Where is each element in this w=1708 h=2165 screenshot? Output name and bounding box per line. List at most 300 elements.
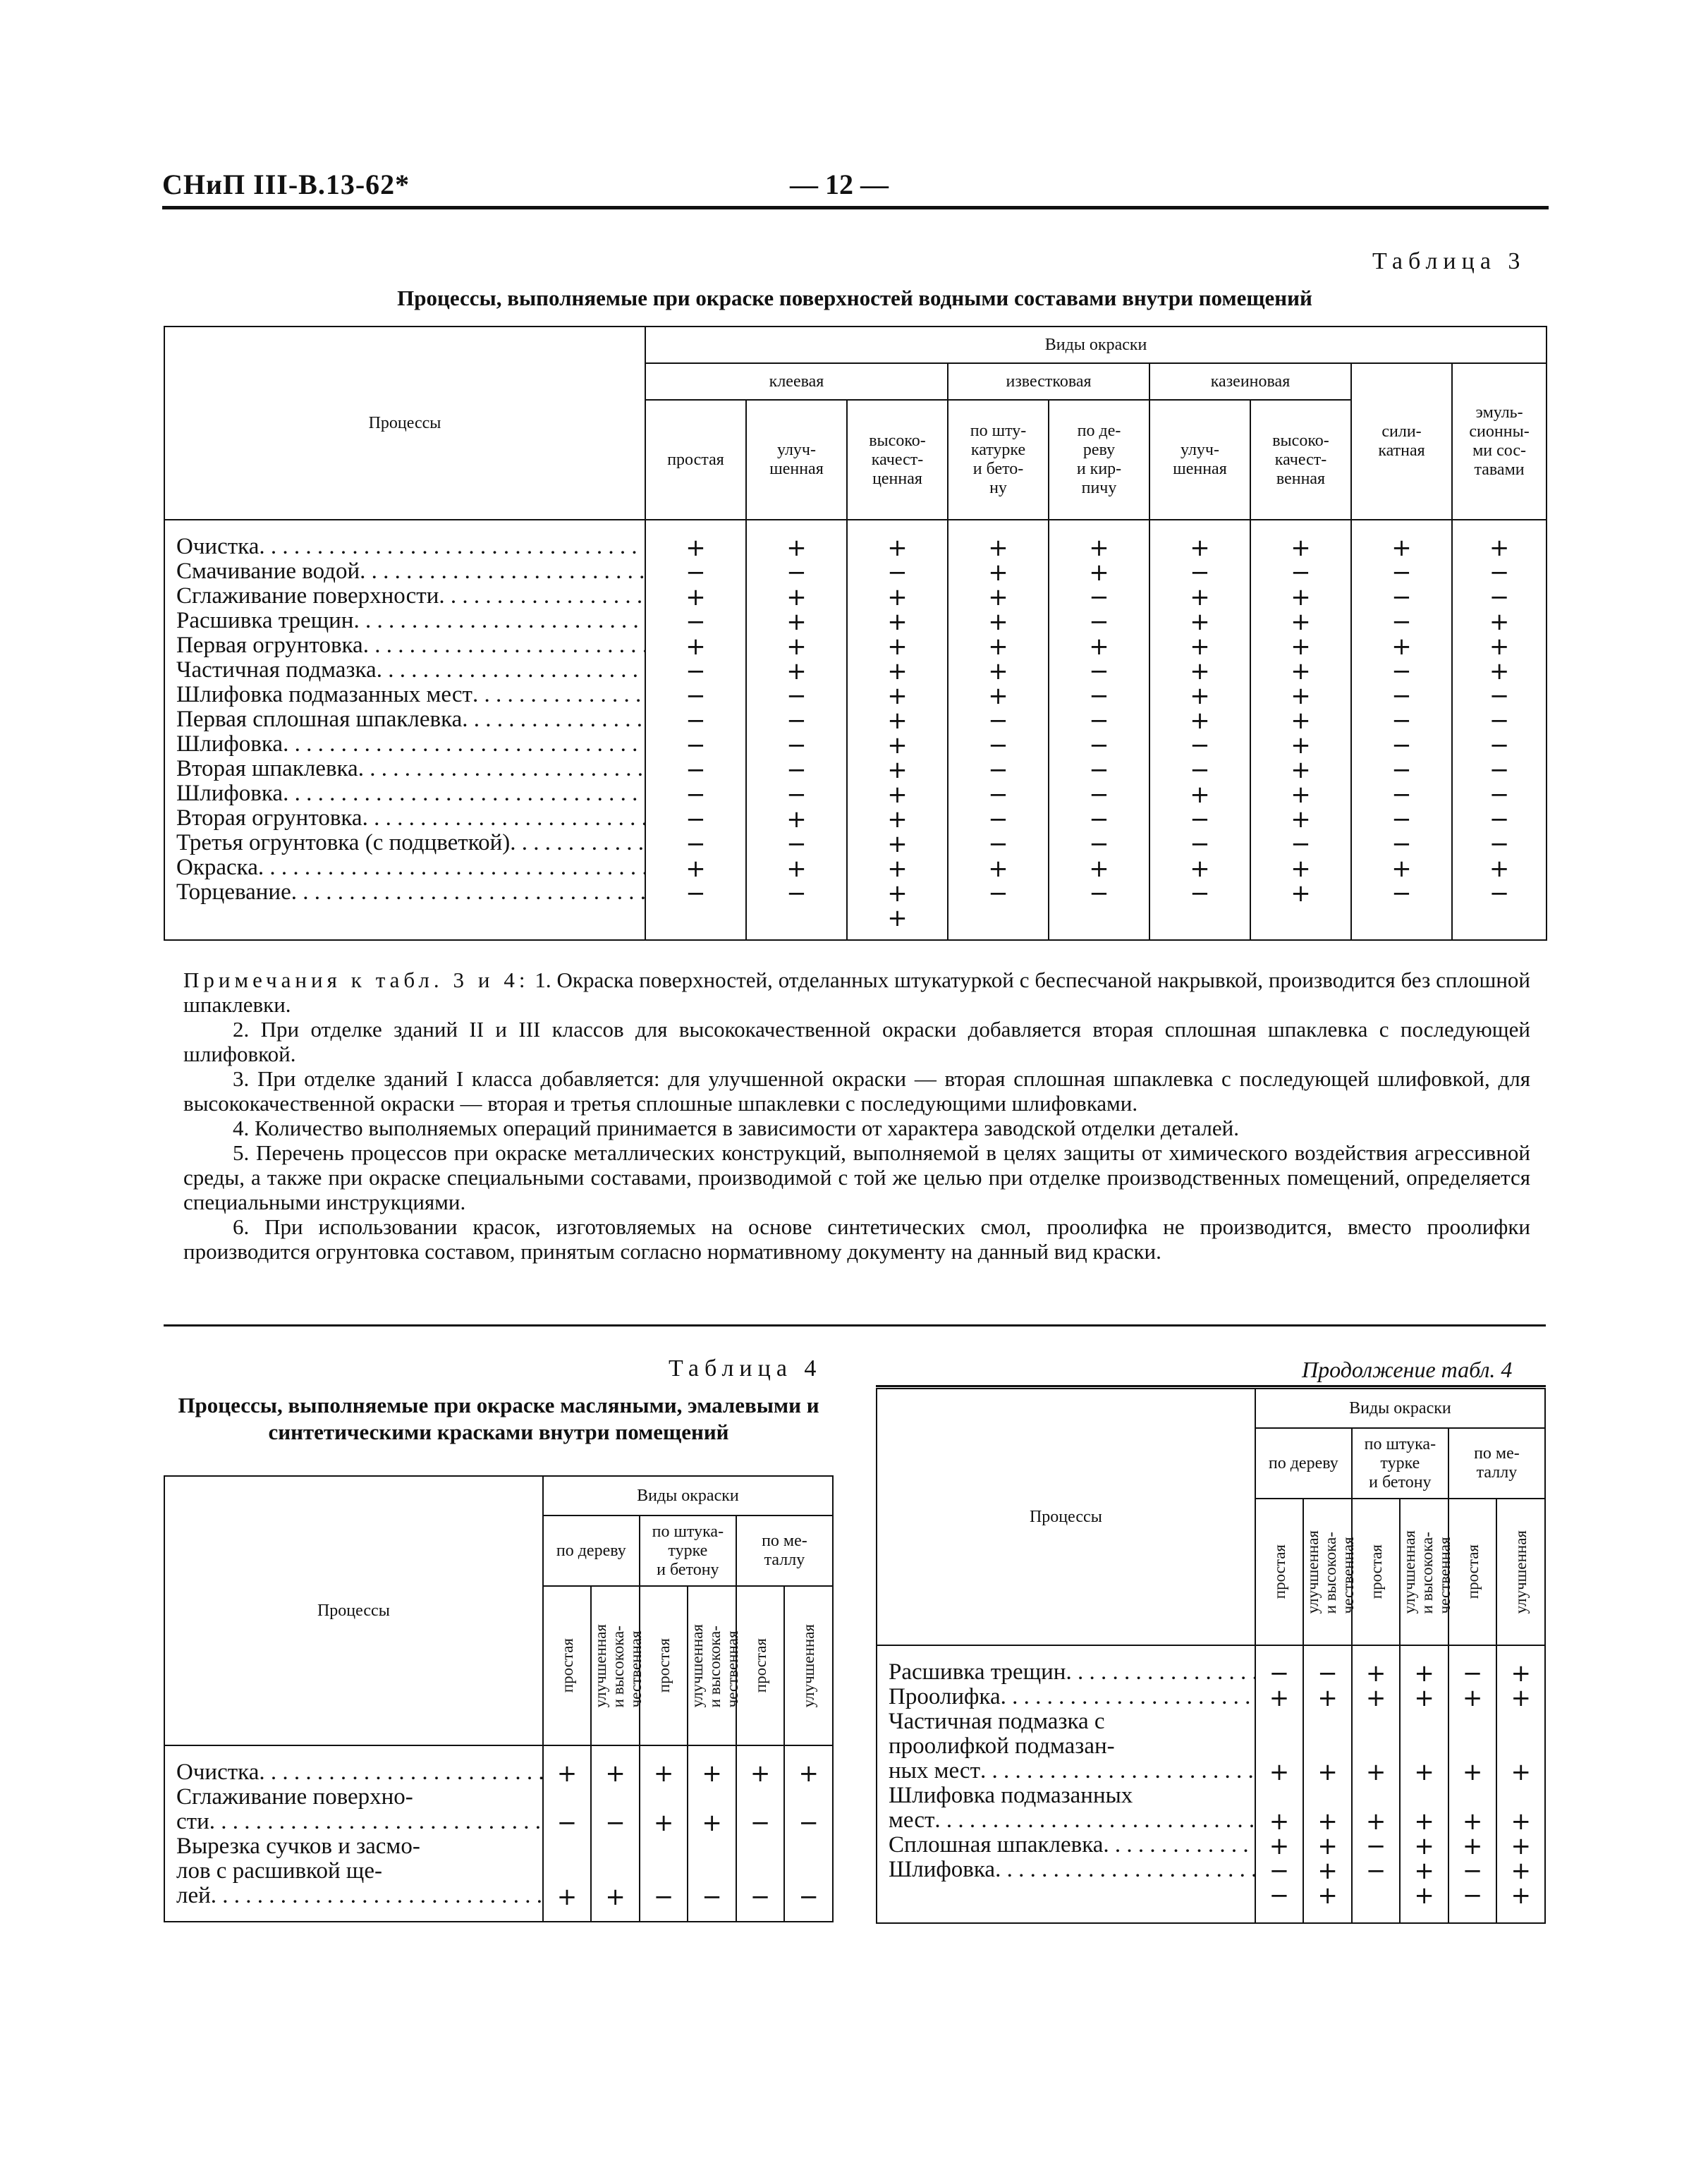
plus-mark: + [702, 1760, 722, 1788]
plus-mark: + [1365, 1758, 1386, 1786]
leader-dots [363, 633, 645, 658]
dash-mark: − [1089, 608, 1109, 636]
dash-mark: − [1391, 608, 1412, 636]
plus-mark: + [887, 879, 908, 908]
process-item: Окраска . . . [176, 855, 645, 880]
plus-mark: + [988, 633, 1008, 661]
dash-mark: − [685, 707, 706, 735]
dash-mark: − [750, 1883, 771, 1911]
dash-mark: − [887, 559, 908, 587]
dash-mark: − [1365, 1832, 1386, 1860]
dash-mark: − [1462, 1857, 1483, 1885]
table3-kinds-header: Виды окраски [645, 327, 1547, 363]
dash-mark: − [1190, 830, 1210, 858]
plus-mark: + [1291, 657, 1311, 685]
plus-mark: + [1317, 1832, 1338, 1860]
leader-dots [211, 1884, 542, 1908]
dash-mark: − [1291, 830, 1311, 858]
leader-dots [259, 535, 645, 559]
dash-mark: − [798, 1809, 819, 1837]
table3-marks-col [847, 520, 948, 940]
dash-mark: − [1089, 731, 1109, 760]
plus-mark: + [887, 855, 908, 883]
leader-dots [362, 806, 645, 831]
table4-continuation [876, 1388, 1546, 1924]
table3-marks-col [1149, 520, 1250, 940]
plus-mark: + [786, 657, 807, 685]
table3-title: Процессы, выполняемые при окраске поверхностей водными составами внутри помещений [397, 286, 1312, 310]
table4-kinds-header: Виды окраски [543, 1476, 833, 1516]
table4-col-4: улучшенная и высокока- чественная [688, 1623, 742, 1708]
process-item: Шлифовка . . . [176, 732, 645, 757]
plus-mark: + [685, 534, 706, 562]
dash-mark: − [786, 756, 807, 784]
dash-mark: − [1489, 707, 1510, 735]
dash-mark: − [685, 657, 706, 685]
process-item: Шлифовка подмазанных [889, 1783, 1133, 1808]
dash-mark: − [1269, 1857, 1290, 1885]
plus-mark: + [1291, 879, 1311, 908]
plus-mark: + [1511, 1807, 1531, 1836]
notes-block [183, 968, 1530, 1264]
plus-mark: + [1190, 682, 1210, 710]
plus-mark: + [1391, 633, 1412, 661]
plus-mark: + [1190, 781, 1210, 809]
plus-mark: + [887, 756, 908, 784]
dash-mark: − [1391, 731, 1412, 760]
dash-mark: − [1489, 756, 1510, 784]
table3 [164, 326, 1547, 941]
leader-dots [209, 1810, 542, 1834]
dash-mark: − [1489, 879, 1510, 908]
table3-col-lime-wood: по де- реву и кир- пичу [1049, 400, 1149, 520]
dash-mark: − [605, 1809, 626, 1837]
table4c-marks-col [1352, 1645, 1401, 1923]
dash-mark: − [1391, 657, 1412, 685]
note-6: 6. При использовании красок, изготовляемых на основе синтетических смол, проолифка не производится, вместо проолифки производится огрунтовка составом, принятым согласно нормативному документу на данный вид краски. [183, 1214, 1530, 1264]
process-item: Частичная подмазка . . . [176, 658, 645, 683]
header-rule [162, 206, 1549, 209]
dash-mark: − [750, 1809, 771, 1837]
plus-mark: + [1190, 633, 1210, 661]
dash-mark: − [685, 608, 706, 636]
table4-continuation-label: Продолжение табл. 4 [1302, 1357, 1513, 1382]
table4-process-list [164, 1745, 543, 1922]
plus-mark: + [1190, 534, 1210, 562]
table3-col-lime-plaster: по шту- катурке и бето- ну [948, 400, 1049, 520]
plus-mark: + [1291, 855, 1311, 883]
table4c-marks-col [1400, 1645, 1448, 1923]
dash-mark: − [988, 879, 1008, 908]
dash-mark: − [786, 731, 807, 760]
dash-mark: − [1489, 731, 1510, 760]
plus-mark: + [988, 682, 1008, 710]
plus-mark: + [1391, 855, 1412, 883]
dash-mark: − [685, 879, 706, 908]
process-item: ных мест . . . [889, 1759, 1255, 1783]
plus-mark: + [1511, 1832, 1531, 1860]
plus-mark: + [1190, 608, 1210, 636]
plus-mark: + [1317, 1807, 1338, 1836]
table4c-marks-col [1448, 1645, 1497, 1923]
dash-mark: − [653, 1883, 674, 1911]
dash-mark: − [1089, 583, 1109, 611]
table4-title: Процессы, выполняемые при окраске масляными, эмалевыми и синтетическими красками внутри помещений [178, 1393, 819, 1444]
dash-mark: − [1089, 682, 1109, 710]
table3-marks-col [1250, 520, 1351, 940]
plus-mark: + [1414, 1832, 1434, 1860]
dash-mark: − [1391, 682, 1412, 710]
plus-mark: + [702, 1809, 722, 1837]
continuation-rule [876, 1385, 1546, 1387]
plus-mark: + [1089, 534, 1109, 562]
table4-processes-header: Процессы [164, 1476, 543, 1745]
dash-mark: − [1489, 682, 1510, 710]
plus-mark: + [786, 583, 807, 611]
dash-mark: − [1391, 879, 1412, 908]
dash-mark: − [1190, 731, 1210, 760]
plus-mark: + [1462, 1684, 1483, 1712]
plus-mark: + [1269, 1684, 1290, 1712]
process-item: Очистка . . . [176, 1760, 542, 1785]
table4-marks-col [736, 1745, 785, 1922]
plus-mark: + [1291, 534, 1311, 562]
table4-col-1: простая [558, 1638, 576, 1693]
plus-mark: + [1089, 633, 1109, 661]
dash-mark: − [1089, 756, 1109, 784]
note-5: 5. Перечень процессов при окраске металлических конструкций, выполняемой в целях защиты от химического воздействия агрессивной среды, а также при окраске специальными составами, производимой с той же целью при отделке производственных помещений, определяется специальными инструкциями. [183, 1140, 1530, 1214]
plus-mark: + [988, 559, 1008, 587]
process-item: Шлифовка . . . [176, 781, 645, 806]
plus-mark: + [1291, 608, 1311, 636]
table3-marks-col [1351, 520, 1452, 940]
plus-mark: + [1511, 1758, 1531, 1786]
plus-mark: + [786, 805, 807, 834]
plus-mark: + [1190, 583, 1210, 611]
plus-mark: + [1391, 534, 1412, 562]
table4c-col-6: улучшенная [1512, 1530, 1530, 1614]
plus-mark: + [887, 534, 908, 562]
plus-mark: + [786, 633, 807, 661]
dash-mark: − [1190, 805, 1210, 834]
table4c-group-wood: по дереву [1255, 1428, 1352, 1499]
table4-col-2: улучшенная и высокока- чественная [592, 1623, 645, 1708]
process-item: Шлифовка подмазанных мест . . . [176, 683, 645, 707]
dash-mark: − [1190, 559, 1210, 587]
table3-marks-col [746, 520, 847, 940]
dash-mark: − [685, 682, 706, 710]
plus-mark: + [1365, 1684, 1386, 1712]
plus-mark: + [1269, 1758, 1290, 1786]
process-item: Расшивка трещин . . . [176, 609, 645, 633]
dash-mark: − [1391, 707, 1412, 735]
dash-mark: − [798, 1883, 819, 1911]
table4c-col-2: улучшенная и высокока- чественная [1304, 1530, 1358, 1614]
dash-mark: − [702, 1883, 722, 1911]
dash-mark: − [1489, 583, 1510, 611]
dash-mark: − [786, 781, 807, 809]
table4c-col-3: простая [1367, 1544, 1385, 1599]
dash-mark: − [1089, 781, 1109, 809]
dash-mark: − [685, 559, 706, 587]
dash-mark: − [1089, 830, 1109, 858]
process-item: мест . . . [889, 1808, 1255, 1833]
table4-marks-col [543, 1745, 592, 1922]
plus-mark: + [988, 608, 1008, 636]
table4c-process-list [877, 1645, 1255, 1923]
dash-mark: − [988, 756, 1008, 784]
dash-mark: − [1190, 879, 1210, 908]
dash-mark: − [1089, 707, 1109, 735]
plus-mark: + [1190, 855, 1210, 883]
dash-mark: − [685, 731, 706, 760]
table4-group-plaster: по штука- турке и бетону [640, 1516, 736, 1586]
table3-group-lime: известковая [948, 363, 1149, 400]
leader-dots [1103, 1833, 1254, 1858]
plus-mark: + [887, 583, 908, 611]
leader-dots [510, 831, 645, 855]
plus-mark: + [887, 830, 908, 858]
dash-mark: − [786, 830, 807, 858]
table4-marks-col [784, 1745, 833, 1922]
process-item: Расшивка трещин . . . [889, 1660, 1255, 1685]
page-number: — 12 — [790, 169, 889, 200]
table4 [164, 1475, 834, 1922]
plus-mark: + [1414, 1684, 1434, 1712]
table3-col-casein-improved: улуч- шенная [1149, 400, 1250, 520]
table4c-kinds-header: Виды окраски [1255, 1389, 1545, 1428]
process-item: Сглаживание поверхно- [176, 1785, 413, 1810]
table4-marks-col [591, 1745, 640, 1922]
process-item: Вторая шпаклевка . . . [176, 757, 645, 781]
plus-mark: + [1414, 1857, 1434, 1885]
plus-mark: + [786, 534, 807, 562]
plus-mark: + [988, 855, 1008, 883]
table4-marks-col [640, 1745, 688, 1922]
process-item: Вторая огрунтовка . . . [176, 806, 645, 831]
dash-mark: − [786, 879, 807, 908]
dash-mark: − [1291, 559, 1311, 587]
plus-mark: + [1365, 1807, 1386, 1836]
plus-mark: + [1489, 608, 1510, 636]
dash-mark: − [786, 559, 807, 587]
plus-mark: + [1489, 534, 1510, 562]
leader-dots [358, 757, 645, 781]
plus-mark: + [1489, 855, 1510, 883]
plus-mark: + [1462, 1758, 1483, 1786]
plus-mark: + [1414, 1882, 1434, 1910]
dash-mark: − [1391, 756, 1412, 784]
process-item: Торцевание . . . [176, 880, 645, 905]
plus-mark: + [887, 633, 908, 661]
leader-dots [259, 1760, 542, 1785]
dash-mark: − [685, 830, 706, 858]
plus-mark: + [1317, 1882, 1338, 1910]
dash-mark: − [1269, 1882, 1290, 1910]
dash-mark: − [1391, 583, 1412, 611]
plus-mark: + [1317, 1857, 1338, 1885]
dash-mark: − [1489, 805, 1510, 834]
table4c-marks-col [1496, 1645, 1545, 1923]
table4c-processes-header: Процессы [877, 1389, 1255, 1645]
table3-process-list [164, 520, 645, 940]
plus-mark: + [1269, 1807, 1290, 1836]
table4-marks-col [688, 1745, 736, 1922]
leader-dots [980, 1759, 1255, 1783]
dash-mark: − [1489, 830, 1510, 858]
plus-mark: + [1291, 781, 1311, 809]
plus-mark: + [653, 1809, 674, 1837]
plus-mark: + [685, 583, 706, 611]
note-3: 3. При отделке зданий I класса добавляется: для улучшенной окраски — вторая сплошная шпаклевка с последующей шлифовкой, для высококачественной окраски — вторая и третья сплошные шпаклевки с последующими шлифовками. [183, 1066, 1530, 1116]
plus-mark: + [1462, 1832, 1483, 1860]
table3-marks-col [948, 520, 1049, 940]
dash-mark: − [786, 707, 807, 735]
leader-dots [283, 781, 645, 806]
process-item: Вырезка сучков и засмо- [176, 1834, 420, 1859]
plus-mark: + [1511, 1857, 1531, 1885]
dash-mark: − [988, 781, 1008, 809]
dash-mark: − [1089, 805, 1109, 834]
table3-col-casein-high: высоко- качест- венная [1250, 400, 1351, 520]
dash-mark: − [1190, 756, 1210, 784]
leader-dots [1001, 1685, 1255, 1709]
plus-mark: + [1291, 756, 1311, 784]
dash-mark: − [685, 781, 706, 809]
plus-mark: + [798, 1760, 819, 1788]
plus-mark: + [887, 608, 908, 636]
table3-label: Таблица 3 [1372, 248, 1526, 274]
plus-mark: + [988, 534, 1008, 562]
plus-mark: + [1291, 707, 1311, 735]
table4c-group-plaster: по штука- турке и бетону [1352, 1428, 1448, 1499]
plus-mark: + [1511, 1882, 1531, 1910]
table4-label: Таблица 4 [669, 1355, 822, 1382]
dash-mark: − [988, 805, 1008, 834]
plus-mark: + [1462, 1807, 1483, 1836]
table3-group-glue: клеевая [645, 363, 948, 400]
plus-mark: + [1291, 633, 1311, 661]
leader-dots [353, 609, 645, 633]
table4-col-3: простая [654, 1638, 673, 1693]
leader-dots [472, 683, 645, 707]
leader-dots [995, 1858, 1255, 1882]
plus-mark: + [653, 1760, 674, 1788]
plus-mark: + [1089, 855, 1109, 883]
leader-dots [1066, 1660, 1254, 1685]
plus-mark: + [605, 1883, 626, 1911]
dash-mark: − [1489, 781, 1510, 809]
process-item: лей . . . [176, 1884, 542, 1908]
leader-dots [377, 658, 645, 683]
plus-mark: + [887, 657, 908, 685]
dash-mark: − [556, 1809, 578, 1837]
note-4: 4. Количество выполняемых операций принимается в зависимости от характера заводской отделки деталей. [233, 1116, 1239, 1140]
note-2: 2. При отделке зданий II и III классов для высококачественной окраски добавляется вторая сплошная шпаклевка с последующей шлифовкой. [183, 1017, 1530, 1066]
plus-mark: + [1291, 731, 1311, 760]
process-item: Частичная подмазка с [889, 1709, 1105, 1734]
table3-processes-header: Процессы [164, 327, 645, 520]
plus-mark: + [786, 855, 807, 883]
plus-mark: + [887, 707, 908, 735]
leader-dots [462, 707, 645, 732]
process-item: Смачивание водой . . . [176, 559, 645, 584]
table4c-col-4: улучшенная и высокока- чественная [1401, 1530, 1454, 1614]
process-item: проолифкой подмазан- [889, 1734, 1115, 1759]
plus-mark: + [1317, 1758, 1338, 1786]
table3-col-emulsion: эмуль- сионны- ми сос- тавами [1452, 363, 1547, 520]
dash-mark: − [1462, 1659, 1483, 1688]
plus-mark: + [556, 1883, 578, 1911]
plus-mark: + [1317, 1684, 1338, 1712]
plus-mark: + [1089, 559, 1109, 587]
leader-dots [934, 1808, 1254, 1833]
plus-mark: + [1291, 682, 1311, 710]
dash-mark: − [1269, 1659, 1290, 1688]
process-item: Проолифка . . . [889, 1685, 1255, 1709]
plus-mark: + [685, 855, 706, 883]
dash-mark: − [1391, 781, 1412, 809]
dash-mark: − [1489, 559, 1510, 587]
plus-mark: + [1489, 633, 1510, 661]
dash-mark: − [1391, 830, 1412, 858]
plus-mark: + [1489, 657, 1510, 685]
plus-mark: + [988, 583, 1008, 611]
table3-group-casein: казеиновая [1149, 363, 1351, 400]
table3-col-glue-high: высоко- качест- ценная [847, 400, 948, 520]
table4c-col-1: простая [1270, 1544, 1288, 1599]
table3-marks-col [645, 520, 746, 940]
plus-mark: + [786, 608, 807, 636]
table3-marks-col [1452, 520, 1547, 940]
plus-mark: + [1365, 1659, 1386, 1688]
dash-mark: − [1391, 805, 1412, 834]
plus-mark: + [1414, 1659, 1434, 1688]
plus-mark: + [1291, 805, 1311, 834]
plus-mark: + [1190, 657, 1210, 685]
plus-mark: + [1414, 1807, 1434, 1836]
dash-mark: − [1365, 1857, 1386, 1885]
dash-mark: − [988, 830, 1008, 858]
plus-mark: + [1269, 1832, 1290, 1860]
dash-mark: − [1317, 1659, 1338, 1688]
plus-mark: + [887, 805, 908, 834]
plus-mark: + [1190, 707, 1210, 735]
process-item: Первая сплошная шпаклевка . . . [176, 707, 645, 732]
notes-rule [164, 1324, 1546, 1327]
dash-mark: − [685, 756, 706, 784]
plus-mark: + [685, 633, 706, 661]
plus-mark: + [1511, 1684, 1531, 1712]
leader-dots [258, 855, 645, 880]
process-item: Сглаживание поверхности . . . [176, 584, 645, 609]
process-item: лов с расшивкой ще- [176, 1859, 382, 1884]
leader-dots [283, 732, 645, 757]
table3-col-glue-simple: простая [645, 400, 746, 520]
dash-mark: − [1462, 1882, 1483, 1910]
process-item: Очистка . . . [176, 535, 645, 559]
table3-col-silicate: сили- катная [1351, 363, 1452, 520]
document-code: СНиП III-В.13-62* [162, 169, 410, 200]
dash-mark: − [685, 805, 706, 834]
table4-group-wood: по дереву [543, 1516, 640, 1586]
leader-dots [360, 559, 645, 584]
process-item: Первая огрунтовка . . . [176, 633, 645, 658]
note-1: Примечания к табл. 3 и 4: 1. Окраска поверхностей, отделанных штукатуркой с беспесчаной накрывкой, производится без сплошной шпаклевки. [183, 968, 1530, 1017]
plus-mark: + [1291, 583, 1311, 611]
dash-mark: − [988, 707, 1008, 735]
leader-dots [291, 880, 645, 905]
